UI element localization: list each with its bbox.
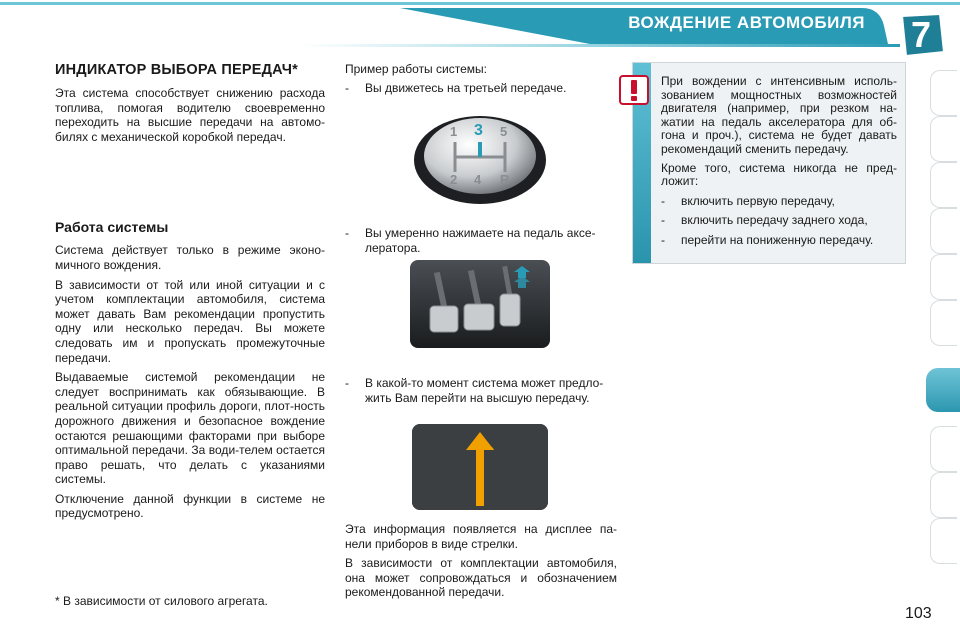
intro-paragraph: Эта система способствует снижению расхода топлива, помогая водителю своевременно переходить на высшие передачи на автомо-билях с механической коробкой передач. (55, 86, 325, 144)
chapter-title: ВОЖДЕНИЕ АВТОМОБИЛЯ (628, 13, 865, 32)
pedals-image (410, 260, 550, 348)
chapter-tabs (926, 70, 960, 580)
section-title: ИНДИКАТОР ВЫБОРА ПЕРЕДАЧ* (55, 62, 298, 78)
chapter-tab[interactable] (930, 162, 957, 208)
chapter-header (0, 0, 960, 58)
warning-list-text: включить передачу заднего хода, (681, 213, 868, 228)
page-number: 103 (905, 605, 932, 622)
step-text: Вы движетесь на третьей передаче. (365, 80, 567, 95)
chapter-tab[interactable] (930, 518, 957, 564)
chapter-tab-active[interactable] (926, 368, 960, 412)
step-text: Вы умеренно нажимаете на педаль аксе-лератора. (365, 226, 596, 255)
warning-list-text: перейти на пониженную передачу. (681, 232, 874, 247)
gear-label-highlight: 3 (474, 122, 483, 139)
note-paragraph: Эта информация появляется на дисплее па-нели приборов в виде стрелки. (345, 522, 617, 551)
example-heading: Пример работы системы: (345, 62, 487, 76)
chapter-tab[interactable] (930, 426, 957, 472)
chapter-number: 7 (910, 14, 932, 55)
chapter-tab[interactable] (930, 300, 957, 346)
exclamation-icon (619, 75, 649, 105)
chapter-tab[interactable] (930, 116, 957, 162)
warning-list-item: - перейти на пониженную передачу. (661, 233, 897, 248)
left-column (55, 62, 325, 526)
chapter-tab[interactable] (930, 254, 957, 300)
step-item: - В какой-то момент система может предло-жить Вам перейти на высшую передачу. (345, 376, 617, 405)
shift-arrow-display (412, 424, 548, 510)
chapter-tab[interactable] (930, 208, 957, 254)
gear-label: 4 (474, 172, 482, 187)
warning-paragraph: Кроме того, система никогда не пред-ложит: (661, 160, 897, 189)
step-item: - Вы движетесь на третьей передаче. (345, 81, 617, 96)
note-paragraph: В зависимости от комплектации автомобиля, она может сопровождаться и обозначением рекомендованной передачи. (345, 556, 617, 600)
note-block (345, 522, 617, 605)
gear-label: R (500, 172, 510, 187)
warning-box (632, 62, 906, 264)
subsection-title: Работа системы (55, 219, 169, 236)
paragraph: В зависимости от той или иной ситуации и с учетом комплектации автомобиля, система может давать Вам рекомендации пропустить одну или несколько передач. Вы можете следовать им и пропускать промежуточные передачи. (55, 277, 325, 365)
footnote: * В зависимости от силового агрегата. (55, 594, 268, 608)
chapter-tab[interactable] (930, 472, 957, 518)
chapter-number-badge (896, 12, 946, 58)
gear-knob-image (410, 110, 550, 204)
step-text: В какой-то момент система может предло-жить Вам перейти на высшую передачу. (365, 376, 604, 405)
gear-label: 5 (500, 124, 508, 139)
paragraph: Отключение данной функции в системе не предусмотрено. (55, 491, 325, 521)
step-item: - Вы умеренно нажимаете на педаль аксе-лератора. (345, 226, 617, 255)
warning-body (661, 75, 897, 253)
paragraph: Система действует только в режиме эконо-мичного вождения. (55, 243, 325, 272)
warning-paragraph: При вождении с интенсивным исполь-зованием мощностных возможностей двигателя (например, при резком на-жатии на педаль акселератора для об-гона и проч.), система не будет давать рекомендаций сменить передачу. (661, 74, 897, 156)
paragraph: Выдаваемые системой рекомендации не следует воспринимать как обязывающие. В реальной ситуации профиль дороги, плот-ность дорожного движения и безопасное вождение остаются решающими факторами при выборе оптимальной передачи. За води-телем остается право решать, что делать с указаниями системы. (55, 370, 325, 487)
chapter-tab[interactable] (930, 70, 957, 116)
step-block (345, 376, 617, 409)
warning-list-text: включить первую передачу, (681, 193, 835, 208)
warning-list-item: - включить передачу заднего хода, (661, 213, 897, 228)
up-arrow-icon (412, 424, 413, 425)
gear-label: 1 (450, 124, 458, 139)
step-block (345, 226, 617, 259)
middle-column (345, 62, 617, 99)
gear-label: 2 (450, 172, 458, 187)
warning-list-item: - включить первую передачу, (661, 194, 897, 209)
